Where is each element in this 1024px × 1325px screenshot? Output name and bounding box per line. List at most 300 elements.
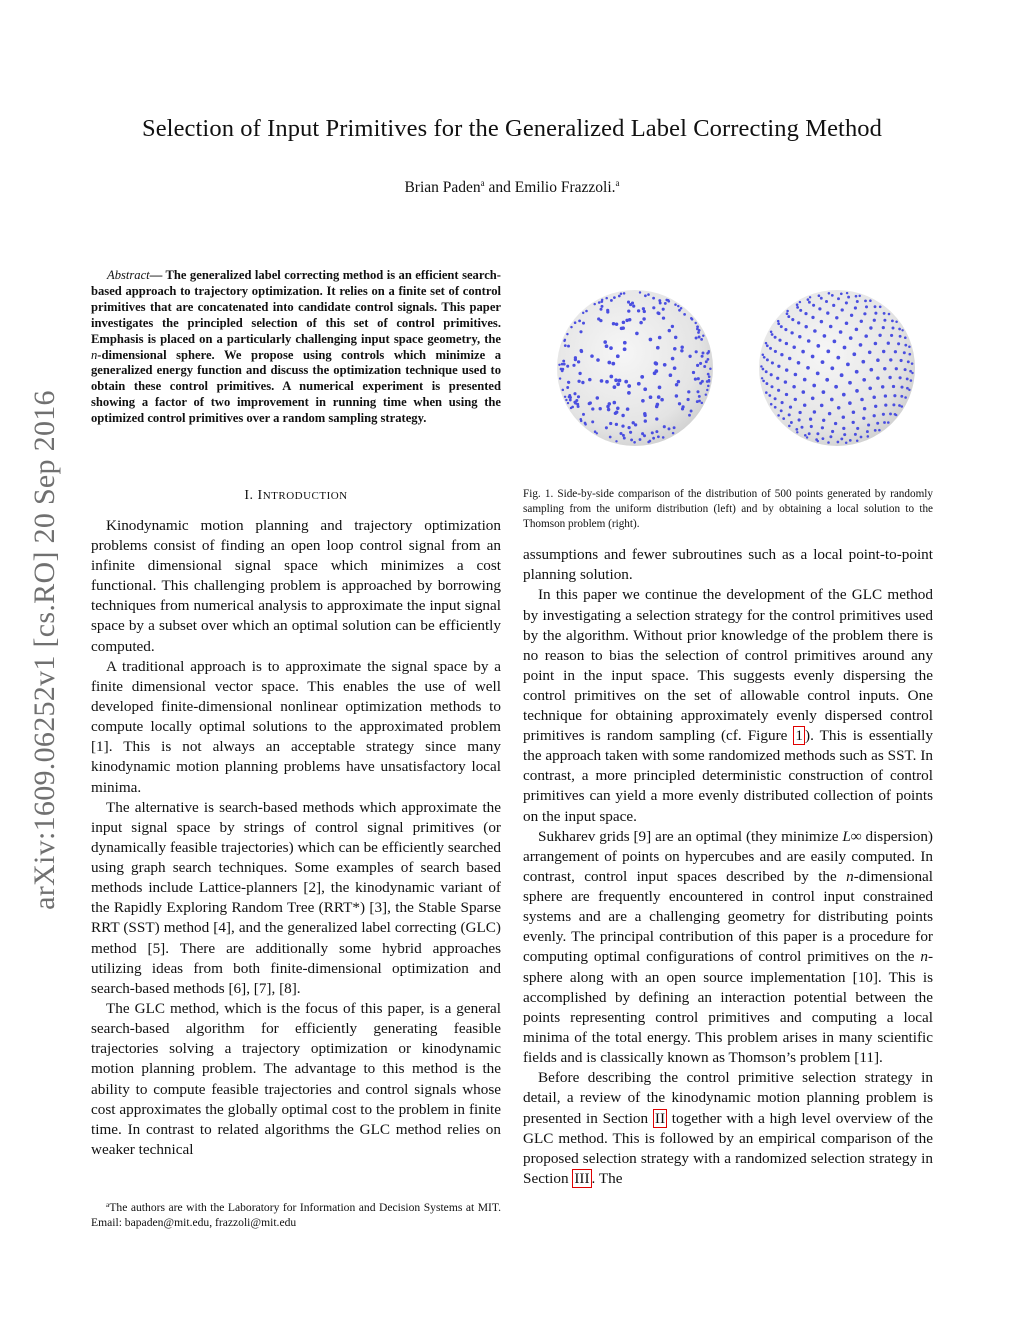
- sphere-point: [830, 398, 834, 402]
- sphere-point: [895, 414, 897, 416]
- sphere-point: [863, 312, 866, 315]
- sphere-point: [637, 309, 640, 312]
- paragraph-text: together with a high level overview of the GLC method. This is followed by an empirical comparison of the proposed selection strategy with a randomized selection strategy in Section: [523, 1109, 934, 1187]
- section-ref-link[interactable]: II: [654, 1109, 666, 1127]
- sphere-point: [862, 378, 866, 382]
- sphere-point: [558, 364, 560, 366]
- paragraph: [523, 585, 933, 826]
- sphere-point: [811, 397, 815, 401]
- sphere-point: [813, 410, 816, 413]
- sphere-point: [663, 425, 666, 428]
- sphere-point: [559, 377, 561, 379]
- sphere-point: [662, 308, 665, 311]
- sphere-point: [836, 356, 840, 360]
- sphere-point: [677, 305, 679, 307]
- sphere-point: [619, 432, 622, 435]
- paragraph: Kinodynamic motion planning and trajectory optimization problems consist of finding an open loop control signal from an infinite dimensional signal space which minimizes a cost functional. This challenging problem is approached by borrowing techniques from numerical analysis to approximate the input signal space by a subset over which an optimal solution can be efficiently computed.: [91, 517, 501, 655]
- sphere-point: [673, 347, 677, 351]
- sphere-point: [765, 391, 768, 394]
- sphere-point: [615, 410, 618, 413]
- sphere-point: [658, 386, 662, 390]
- sphere-point: [762, 368, 765, 371]
- sphere-point: [591, 420, 594, 423]
- sphere-point: [892, 327, 895, 330]
- sphere-point: [897, 342, 900, 345]
- sphere-point: [776, 377, 779, 380]
- sphere-point: [881, 385, 884, 388]
- sphere-point: [609, 375, 613, 379]
- sphere-point: [598, 301, 601, 304]
- sphere-point: [811, 316, 814, 319]
- sphere-point: [762, 353, 765, 356]
- sphere-point: [580, 349, 583, 352]
- author-line: [60, 178, 964, 197]
- sphere-point: [873, 414, 876, 417]
- sphere-point: [570, 326, 572, 328]
- sphere-point: [808, 301, 811, 304]
- sphere-point: [799, 301, 801, 303]
- sphere-point: [804, 434, 807, 437]
- sphere-point: [845, 301, 848, 304]
- sphere-point: [698, 395, 701, 398]
- sphere-point: [778, 339, 781, 342]
- sphere-point: [785, 393, 788, 396]
- section-heading-introduction: [91, 488, 501, 504]
- sphere-point: [707, 358, 710, 361]
- paragraph: [523, 827, 933, 1068]
- sphere-point: [826, 311, 829, 314]
- sphere-point: [581, 381, 584, 384]
- sphere-point: [680, 349, 683, 352]
- figure-caption: Fig. 1. Side-by-side comparison of the distribution of 500 points generated by randomly sampling from the uniform distribution (left) and by obtaining a local solution to the Thomson problem (right).: [523, 488, 933, 530]
- sphere-point: [678, 309, 681, 312]
- sphere-point: [839, 330, 843, 334]
- sphere-point: [828, 292, 831, 295]
- sphere-point: [621, 414, 624, 417]
- sphere-point: [675, 394, 678, 397]
- sphere-point: [623, 292, 626, 295]
- paper-title: Selection of Input Primitives for the Generalized Label Correcting Method: [141, 115, 883, 142]
- sphere-point: [770, 373, 773, 376]
- paragraph-text: -dimensional sphere are frequently encountered in control input constrained systems and are a challenging geometry for distributing points evenly. The principal contribution of this paper is a procedure for computing optimal configurations of control primitives on the: [523, 868, 933, 966]
- sphere-point: [688, 355, 691, 358]
- arxiv-stamp-text: arXiv:1609.06252v1 [cs.RO] 20 Sep 2016: [28, 390, 61, 910]
- footnote: [91, 1197, 501, 1230]
- sphere-point: [577, 360, 580, 363]
- sphere-point: [854, 306, 857, 309]
- sphere-point: [893, 394, 896, 397]
- abstract-dash: —: [149, 268, 166, 282]
- sphere-point: [807, 298, 810, 301]
- abstract: [91, 268, 501, 427]
- sphere-point: [763, 356, 766, 359]
- sphere-point: [861, 360, 865, 364]
- sphere-point: [677, 380, 681, 384]
- sphere-point: [605, 344, 609, 348]
- sphere-point: [605, 426, 608, 429]
- sphere-point: [596, 396, 599, 399]
- sphere-point: [813, 329, 817, 333]
- sphere-point: [765, 382, 768, 385]
- sphere-point: [869, 326, 872, 329]
- sphere-point: [874, 312, 877, 315]
- sphere-point: [766, 344, 769, 347]
- sphere-point: [591, 407, 594, 410]
- sphere-point: [788, 413, 791, 416]
- sphere-point: [792, 385, 796, 389]
- sphere-point: [882, 326, 885, 329]
- sphere-point: [876, 376, 880, 380]
- sphere-point: [667, 299, 669, 301]
- sphere-point: [825, 378, 829, 382]
- sphere-point: [762, 380, 765, 383]
- sphere-point: [873, 319, 876, 322]
- sphere-point: [651, 431, 654, 434]
- sphere-point: [694, 377, 697, 380]
- sphere-point: [780, 409, 783, 412]
- sphere-point: [701, 402, 704, 405]
- sphere-point: [812, 304, 815, 307]
- sphere-point: [696, 390, 699, 393]
- abstract-text: The generalized label correcting method is an efficient search-based approach to trajectory optimization. It relies on a finite set of control primitives that are concatenated into candidate control signals. This paper investigates the principled selection of this set of control primitives. Emphasis is placed on a particularly challenging input space geometry, the: [91, 268, 502, 346]
- sphere-point: [900, 386, 903, 389]
- sphere-point: [660, 398, 664, 402]
- sphere-point: [606, 310, 609, 313]
- sphere-point: [696, 364, 699, 367]
- sphere-point: [564, 344, 567, 347]
- sphere-point: [781, 401, 784, 404]
- sphere-point: [837, 406, 841, 410]
- sphere-point: [639, 321, 643, 325]
- sphere-point: [845, 322, 849, 326]
- sphere-point: [701, 355, 704, 358]
- sphere-point: [894, 350, 897, 353]
- sphere-point: [780, 353, 783, 356]
- sphere-point: [771, 361, 774, 364]
- sphere-point: [802, 390, 806, 394]
- sphere-point: [629, 431, 632, 434]
- sphere-point: [769, 347, 772, 350]
- sphere-point: [834, 422, 837, 425]
- sphere-point: [656, 346, 660, 350]
- sphere-point: [622, 321, 626, 325]
- sphere-point: [868, 350, 872, 354]
- sphere-point: [833, 340, 837, 344]
- sphere-point: [668, 427, 671, 430]
- sphere-point: [652, 306, 655, 309]
- sphere-point: [818, 294, 821, 297]
- sphere-point: [708, 380, 711, 383]
- sphere-point: [594, 430, 597, 433]
- sphere-point: [883, 319, 886, 322]
- sphere-point: [847, 296, 850, 299]
- sphere-point: [578, 372, 581, 375]
- sphere-point: [600, 379, 604, 383]
- sphere-point: [701, 380, 704, 383]
- sphere-point: [579, 418, 582, 421]
- sphere-point: [615, 423, 618, 426]
- math-l-infinity: L∞: [842, 827, 862, 845]
- sphere-point: [803, 378, 807, 382]
- sphere-point: [874, 305, 877, 308]
- sphere-point: [848, 401, 852, 405]
- sphere-point: [774, 406, 777, 409]
- sphere-point: [786, 312, 789, 315]
- section-title-rest: NTRODUCTION: [262, 490, 348, 502]
- sphere-point: [860, 320, 863, 323]
- sphere-point: [855, 295, 858, 298]
- sphere-point: [649, 395, 653, 399]
- sphere-point: [892, 403, 895, 406]
- sphere-point: [849, 439, 852, 442]
- sphere-point: [804, 325, 807, 328]
- sphere-point: [837, 297, 840, 300]
- sphere-point: [789, 405, 792, 408]
- sphere-point: [843, 433, 846, 436]
- sphere-point: [908, 346, 911, 349]
- sphere-point: [694, 322, 696, 324]
- sphere-point: [609, 346, 613, 350]
- sphere-point: [674, 303, 677, 306]
- sphere-point: [642, 317, 645, 320]
- sphere-point: [639, 438, 642, 441]
- sphere-point: [791, 318, 794, 321]
- sphere-point: [643, 412, 647, 416]
- sphere-point: [658, 336, 662, 340]
- sphere-point: [571, 406, 574, 409]
- sphere-point: [765, 370, 768, 373]
- sphere-point: [675, 383, 679, 387]
- sphere-point: [796, 431, 798, 433]
- sphere-point: [882, 350, 885, 353]
- sphere-point: [626, 407, 630, 411]
- sphere-point: [817, 440, 819, 442]
- sphere-point: [673, 426, 676, 429]
- sphere-point: [607, 361, 611, 365]
- sphere-point: [697, 377, 700, 380]
- sphere-point: [810, 425, 813, 428]
- sphere-point: [852, 411, 856, 415]
- sphere-point: [874, 429, 877, 432]
- sphere-point: [703, 365, 706, 368]
- sphere-point: [790, 421, 793, 424]
- sphere-point: [577, 395, 580, 398]
- sphere-point: [707, 385, 710, 388]
- sphere-point: [582, 312, 584, 314]
- sphere-point: [642, 307, 645, 310]
- sphere-point: [659, 302, 662, 305]
- sphere-point: [681, 407, 684, 410]
- sphere-point: [906, 377, 909, 380]
- sphere-point: [599, 407, 602, 410]
- sphere-point: [808, 432, 811, 435]
- math-n: n: [91, 347, 98, 362]
- sphere-point: [888, 376, 891, 379]
- sphere-point: [889, 412, 892, 415]
- sphere-point: [647, 441, 650, 444]
- author-joiner: and: [484, 179, 515, 196]
- sphere-point: [867, 423, 870, 426]
- sphere-point: [601, 305, 604, 308]
- paragraph-text: dispersion) arrangement of points on hypercubes and are easily computed. In contrast, control input spaces described by the: [523, 827, 933, 886]
- sphere-point: [864, 300, 867, 303]
- sphere-point: [842, 415, 845, 418]
- sphere-point: [566, 386, 569, 389]
- sphere-point: [907, 360, 910, 363]
- footnote-mark: a: [106, 1200, 110, 1209]
- paragraph-text: In this paper we continue the development of the GLC method by investigating a selection strategy for the control primitives used by the algorithm. Without prior knowledge of the problem there is no reason to bias the selection of control primitives around any point in the input space. This suggests evenly dispersing the control primitives on the set of allowable control inputs. One technique for obtaining approximately evenly dispersed control primitives is random sampling (cf. Figure: [523, 586, 933, 745]
- sphere-point: [784, 380, 787, 383]
- sphere-point: [840, 292, 843, 295]
- figure-ref-link[interactable]: 1: [795, 727, 804, 745]
- sphere-point: [788, 425, 791, 428]
- sphere-point: [823, 334, 827, 338]
- sphere-point: [634, 423, 637, 426]
- sphere-point: [846, 363, 850, 367]
- sphere-point: [849, 336, 853, 340]
- sphere-point: [795, 428, 798, 431]
- paragraph: The GLC method, which is the focus of this paper, is a general search-based algorithm for efficiently generating feasible trajectories solving a trajectory optimization or kinodynamic motion planning problem. The advantage to this method is the ability to compute feasible trajectories and control signals whose cost approximates the globally optimal cost to the problem in finite time. In contrast to related algorithms the GLC method relies on weaker technical: [91, 1000, 501, 1158]
- sphere-point: [698, 400, 701, 403]
- sphere-point: [855, 370, 859, 374]
- sphere-point: [863, 407, 866, 410]
- sphere-point: [908, 353, 911, 356]
- sphere-point: [616, 382, 620, 386]
- affiliation-mark: a: [480, 178, 485, 188]
- sphere-point: [612, 322, 615, 325]
- sphere-point: [656, 403, 660, 407]
- sphere-point: [770, 331, 773, 334]
- sphere-point: [620, 293, 623, 296]
- sphere-point: [867, 435, 870, 438]
- sphere-point: [845, 442, 848, 445]
- arxiv-stamp: [30, 350, 60, 950]
- section-ref-link[interactable]: III: [574, 1169, 590, 1187]
- sphere-point: [574, 356, 577, 359]
- paragraph-text: ). This is essentially the approach taken with some randomized methods such as SST. In contrast, a more principled deterministic construction of control primitives can yield a more evenly distributed collection of points on the input space.: [523, 727, 933, 825]
- sphere-point: [627, 384, 631, 388]
- sphere-point: [573, 392, 576, 395]
- sphere-point: [832, 304, 835, 307]
- paragraph-text: Sukharev grids [9] are an optimal (they minimize: [538, 827, 843, 845]
- sphere-point: [818, 307, 821, 310]
- affiliation-mark: a: [615, 178, 620, 188]
- sphere-point: [807, 339, 811, 343]
- sphere-point: [585, 310, 588, 313]
- sphere-point: [900, 395, 903, 398]
- sphere-point: [605, 380, 609, 384]
- sphere-point: [792, 346, 795, 349]
- sphere-point: [852, 421, 855, 424]
- sphere-point: [895, 367, 898, 370]
- sphere-point: [911, 362, 914, 365]
- sphere-point: [821, 437, 824, 440]
- sphere-point: [671, 357, 675, 361]
- sphere-point: [574, 321, 577, 324]
- sphere-point: [662, 316, 665, 319]
- sphere-point: [672, 432, 675, 435]
- sphere-point: [825, 300, 828, 303]
- sphere-point: [883, 312, 886, 315]
- sphere-point: [835, 316, 838, 319]
- sphere-point: [610, 299, 613, 302]
- sphere-point: [821, 360, 825, 364]
- sphere-point: [695, 336, 698, 339]
- sphere-point: [635, 332, 639, 336]
- sphere-point: [630, 438, 633, 441]
- sphere-point: [705, 360, 708, 363]
- sphere-point: [804, 312, 807, 315]
- sphere-point: [692, 371, 695, 374]
- sphere-point: [777, 414, 780, 417]
- sphere-point: [852, 352, 856, 356]
- sphere-point: [876, 358, 880, 362]
- sphere-point: [623, 341, 627, 345]
- sphere-point: [840, 437, 843, 440]
- sphere-point: [614, 378, 618, 382]
- sphere-point: [640, 375, 644, 379]
- sphere-point: [584, 423, 587, 426]
- sphere-point: [806, 436, 808, 438]
- sphere-point: [702, 352, 705, 355]
- sphere-point: [806, 366, 810, 370]
- sphere-point: [613, 385, 617, 389]
- sphere-point: [874, 342, 878, 346]
- sphere-point: [869, 299, 872, 302]
- sphere-point: [652, 437, 655, 440]
- sphere-point: [687, 390, 690, 393]
- sphere-point: [798, 335, 801, 338]
- sphere-point: [909, 370, 912, 373]
- sphere-point: [624, 380, 628, 384]
- paragraph: A traditional approach is to approximate the signal space by a finite dimensional vector space. This enables the use of well developed finite-dimensional nonlinear optimization methods to compute locally optimal solutions to the approximated problem [1]. This is not always an acceptable strategy since many kinodynamic motion planning problems have unsatisfactory local minima.: [91, 657, 501, 796]
- sphere-point: [632, 305, 635, 308]
- sphere-point: [623, 437, 626, 440]
- sphere-point: [889, 358, 892, 361]
- sphere-point: [771, 333, 774, 336]
- sphere-point: [639, 291, 641, 293]
- sphere-point: [643, 310, 646, 313]
- sphere-point: [613, 296, 616, 299]
- sphere-point: [901, 405, 904, 408]
- sphere-point: [609, 422, 612, 425]
- sphere-point: [777, 389, 780, 392]
- sphere-point: [888, 313, 891, 316]
- sphere-point: [826, 350, 830, 354]
- sphere-point: [787, 315, 790, 318]
- sphere-point: [812, 384, 816, 388]
- sphere-point: [623, 347, 627, 351]
- sphere-point: [618, 295, 621, 298]
- sphere-point: [655, 417, 658, 420]
- sphere-point: [603, 340, 607, 344]
- sphere-point: [657, 312, 660, 315]
- sphere-point: [785, 342, 788, 345]
- sphere-point: [842, 393, 846, 397]
- sphere-point: [868, 387, 872, 391]
- sphere-point: [596, 358, 600, 362]
- sphere-point: [615, 440, 617, 442]
- footnote-text: The authors are with the Laboratory for Information and Decision Systems at MIT. Email: bapaden@mit.edu, frazzoli@mit.edu: [91, 1201, 501, 1230]
- sphere-point: [869, 368, 873, 372]
- sphere-point: [566, 333, 568, 335]
- figure-1: [540, 276, 930, 476]
- sphere-point: [683, 313, 686, 316]
- sphere-point: [855, 389, 859, 393]
- sphere-point: [766, 358, 769, 361]
- sphere-point: [794, 398, 797, 401]
- sphere-point: [658, 299, 661, 302]
